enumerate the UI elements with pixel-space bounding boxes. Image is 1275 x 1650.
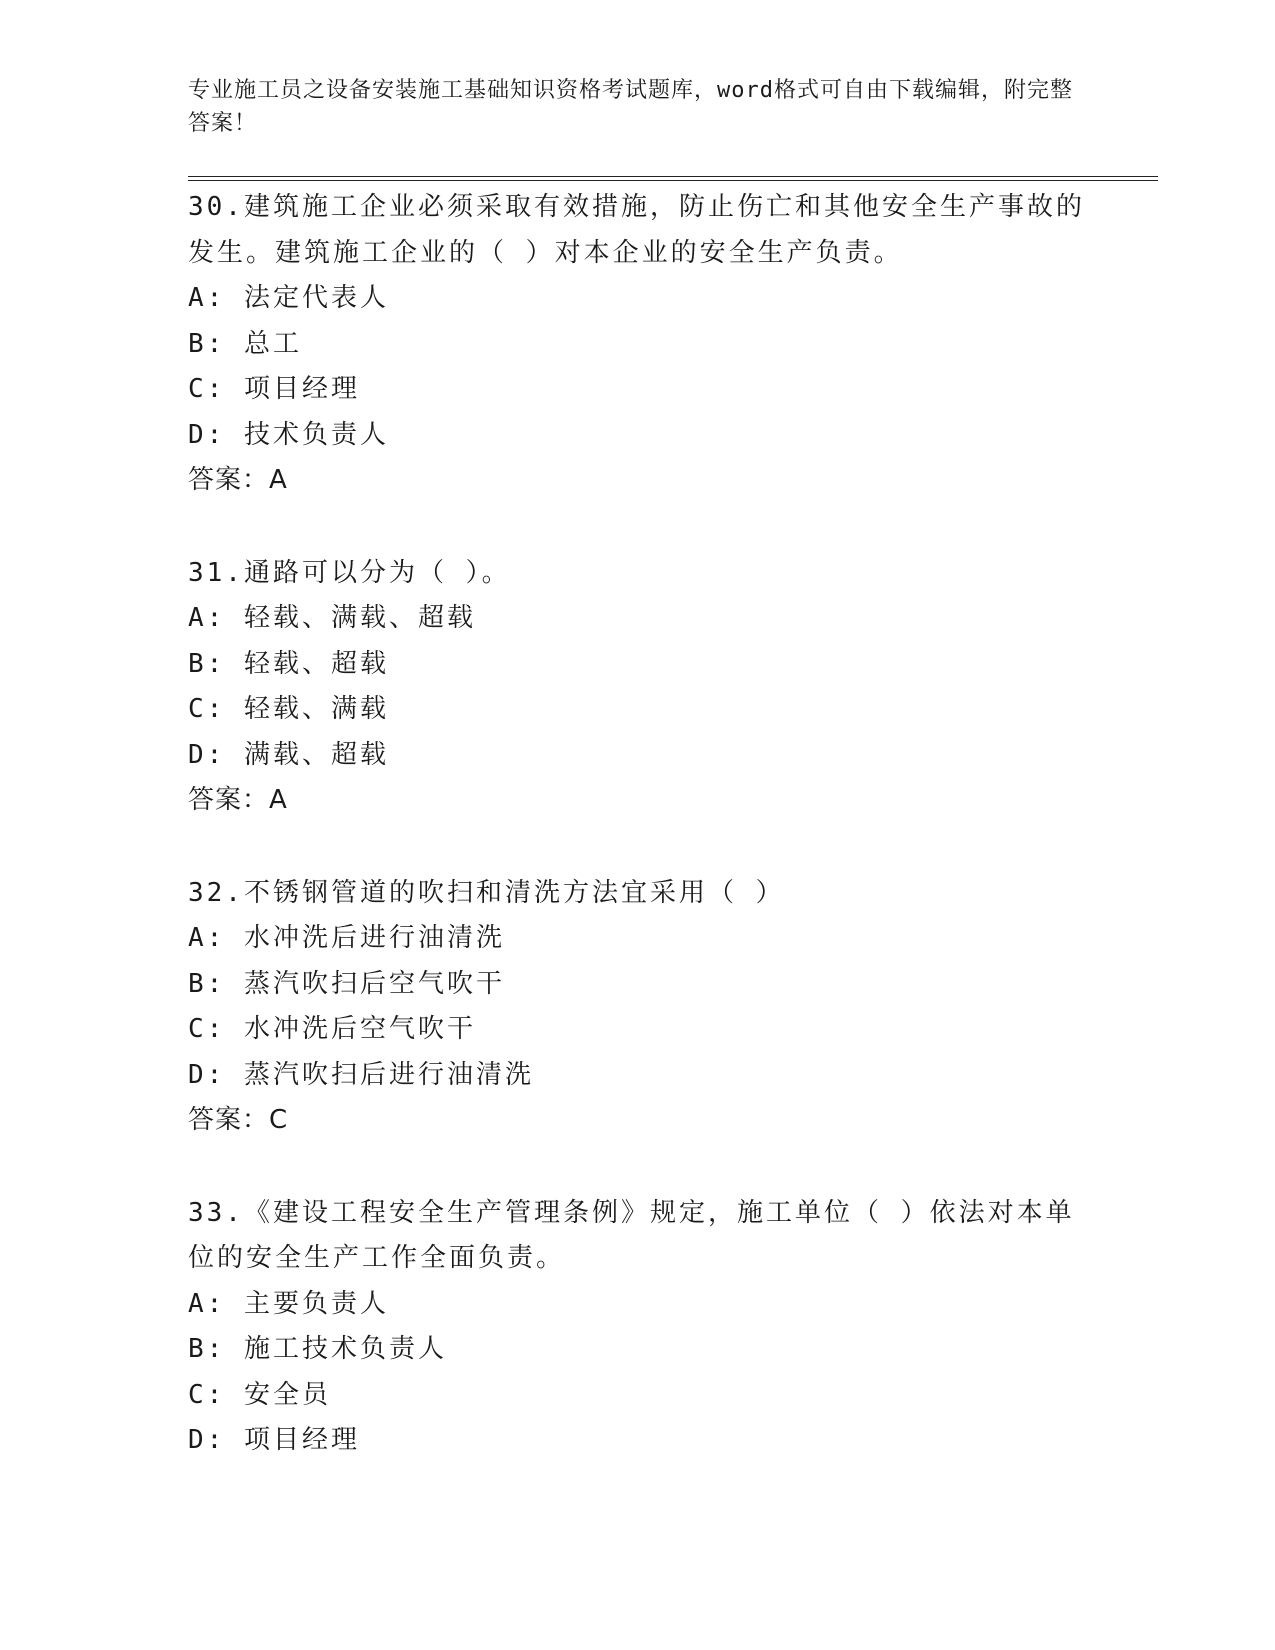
question-30 [188,185,1158,504]
option-b: B: 总工 [188,328,302,359]
question-31 [188,551,1158,824]
option-c: C: 项目经理 [188,374,360,404]
answer-line: 答案：A [188,785,288,815]
option-b: B: 施工技术负责人 [188,1334,447,1364]
answer-line: 答案：C [188,1105,289,1135]
option-d: D: 蒸汽吹扫后进行油清洗 [188,1059,534,1090]
question-33 [188,1191,1158,1464]
option-d: D: 满载、超载 [188,739,389,770]
option-d: D: 项目经理 [188,1425,360,1455]
question-stem: 32.不锈钢管道的吹扫和清洗方法宜采用（ ） [188,877,785,908]
option-b: B: 蒸汽吹扫后空气吹干 [188,968,505,999]
divider-line-bottom [188,180,1158,181]
option-a: A: 主要负责人 [188,1288,389,1319]
option-a: A: 法定代表人 [188,283,389,313]
header-divider [188,176,1158,181]
question-stem: 31.通路可以分为（ ）。 [188,557,511,588]
question-stem: 30.建筑施工企业必须采取有效措施，防止伤亡和其他安全生产事故的发生。建筑施工企业的（ ）对本企业的安全生产负责。 [188,192,1085,268]
option-c: C: 水冲洗后空气吹干 [188,1014,476,1044]
divider-line-top [188,176,1158,177]
option-c: C: 轻载、满载 [188,694,389,724]
document-page [188,74,1158,1511]
option-a: A: 轻载、满载、超载 [188,603,476,633]
option-a: A: 水冲洗后进行油清洗 [188,923,505,953]
option-b: B: 轻载、超载 [188,648,389,679]
question-32 [188,871,1158,1144]
option-c: C: 安全员 [188,1379,331,1410]
document-header: 专业施工员之设备安装施工基础知识资格考试题库，word格式可自由下载编辑，附完整答案！ [188,78,1073,136]
option-d: D: 技术负责人 [188,419,389,450]
question-list [188,185,1158,1464]
question-stem: 33.《建设工程安全生产管理条例》规定，施工单位（ ）依法对本单位的安全生产工作全面负责。 [188,1197,1075,1273]
answer-line: 答案：A [188,465,288,495]
